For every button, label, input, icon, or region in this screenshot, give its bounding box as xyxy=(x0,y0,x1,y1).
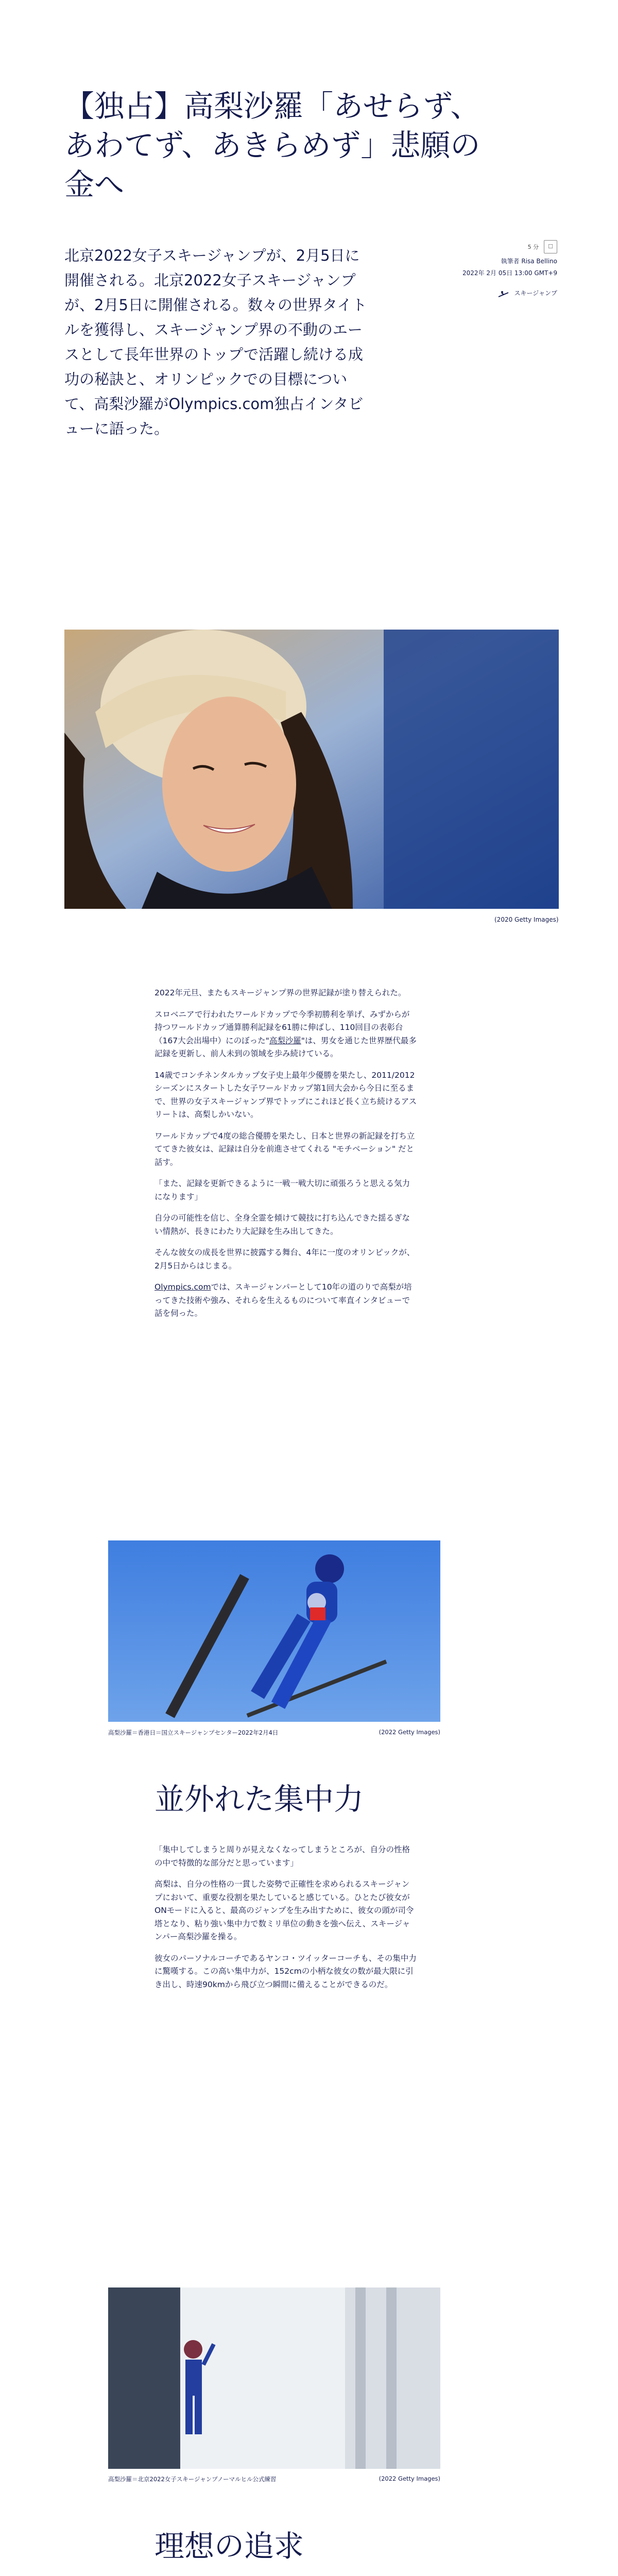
figure2-caption xyxy=(108,2475,440,2483)
paragraph: Olympics.comでは、スキージャンパーとして10年の道のりで高梨が培ってきた技術や強み、それらを生えるものについて率直インタビューで話を伺った。 xyxy=(154,1282,412,1318)
article-headline: 【独占】高梨沙羅「あせらず、あわてず、あきらめず」悲願の金へ xyxy=(64,89,480,202)
section2-heading: 並外れた集中力 xyxy=(154,1782,364,1817)
section1-body xyxy=(154,987,417,1329)
read-time: 5 分 xyxy=(527,243,539,250)
publish-date: 2022年 2月 05日 13:00 GMT+9 xyxy=(462,269,557,277)
paragraph: 14歳でコンチネンタルカップ女子史上最年少優勝を果たし、2011/2012シーズンにスタートした女子ワールドカップ第1回大会から今日に至るまで、世界の女子スキージャンプ界でトップにこれほど長く立ち続けるアスリートは、高梨しかいない。 xyxy=(154,1070,417,1119)
section3-heading: 理想の追求 xyxy=(154,2529,304,2564)
headline-container xyxy=(64,87,507,204)
section2-body xyxy=(154,1843,417,1999)
paragraph: 「集中してしまうと周りが見えなくなってしまうところが、自分の性格の中で特徴的な部分だと思っています」 xyxy=(154,1845,410,1868)
paragraph: 「また、記録を更新できるように一戦一戦大切に頑張ろうと思える気力になります」 xyxy=(154,1179,410,1201)
caption-text: 高梨沙羅＝北京2022女子スキージャンプノーマルヒル公式練習 xyxy=(108,2476,277,2483)
caption-text: 高梨沙羅＝香港日＝国立スキージャンプセンター2022年2月4日 xyxy=(108,1729,279,1736)
athlete-link[interactable]: 高梨沙羅 xyxy=(269,1036,301,1045)
paragraph: 彼女のパーソナルコーチであるヤンコ・ツイッターコーチも、その集中力に驚嘆する。この高い集中力が、152cmの小柄な彼女の数が最大限に引き出し、時速90kmから飛び立つ瞬間に備えることができるのだ。 xyxy=(154,1953,417,1989)
author-name[interactable]: 執筆者 Risa Bellino xyxy=(501,258,557,265)
paragraph: 自分の可能性を信じ、全身全霊を傾けて競技に打ち込んできた揺るぎない情熱が、長きにわたり大記録を生み出してきた。 xyxy=(154,1213,410,1236)
ski-jump-icon xyxy=(498,290,509,298)
paragraph: ワールドカップで4度の総合優勝を果たし、日本と世界の新記録を打ち立ててきた彼女は、記録は自分を前進させてくれる "モチベーション" だと話す。 xyxy=(154,1131,415,1167)
paragraph: スロベニアで行われたワールドカップで今季初勝利を挙げ、みずからが持つワールドカップ通算勝利記録を61勝に伸ばし、110回目の表彰台（167大会出場中）にのぼった"高梨沙羅"は、男女を通じた世界歴代最多記録を更新し、前人未到の領域を歩み続けている。 xyxy=(154,1009,417,1058)
figure1-image xyxy=(108,1540,440,1722)
hero-image xyxy=(64,630,559,909)
paragraph: 高梨は、自分の性格の一貫した姿勢で正確性を求められるスキージャンプにおいて、重要な役割を果たしていると感じている。ひとたび彼女がONモードに入ると、最高のジャンプを生み出すために、彼女の頭が司令塔となり、粘り強い集中力で数ミリ単位の動きを強へ伝え、スキージャンパー高梨沙羅を操る。 xyxy=(154,1879,414,1941)
read-time-row xyxy=(403,240,557,253)
author-avatar[interactable]: ☐ xyxy=(544,240,557,253)
hero-credit: (2020 Getty Images) xyxy=(494,916,559,923)
paragraph: 2022年元旦、またもスキージャンプ界の世界記録が塗り替えられた。 xyxy=(154,988,406,997)
paragraph: そんな彼女の成長を世界に披露する舞台、4年に一度のオリンピックが、2月5日からはじまる。 xyxy=(154,1248,415,1270)
site-link[interactable]: Olympics.com xyxy=(154,1282,211,1292)
article-intro: 北京2022女子スキージャンプが、2月5日に開催される。北京2022女子スキージャンプが、2月5日に開催される。数々の世界タイトルを獲得し、スキージャンプ界の不動のエースとして長年世界のトップで活躍し続ける成功の秘訣と、オリンピックでの目標について、高梨沙羅がOlympics.com独占インタビューに語った。 xyxy=(64,247,367,437)
sport-tag-label: スキージャンプ xyxy=(514,290,557,297)
article-meta xyxy=(403,237,557,298)
figure2-image xyxy=(108,2287,440,2469)
caption-credit: (2022 Getty Images) xyxy=(379,1728,440,1736)
caption-credit: (2022 Getty Images) xyxy=(379,2475,440,2482)
sport-tag[interactable] xyxy=(498,289,557,298)
figure1-caption xyxy=(108,1728,440,1737)
